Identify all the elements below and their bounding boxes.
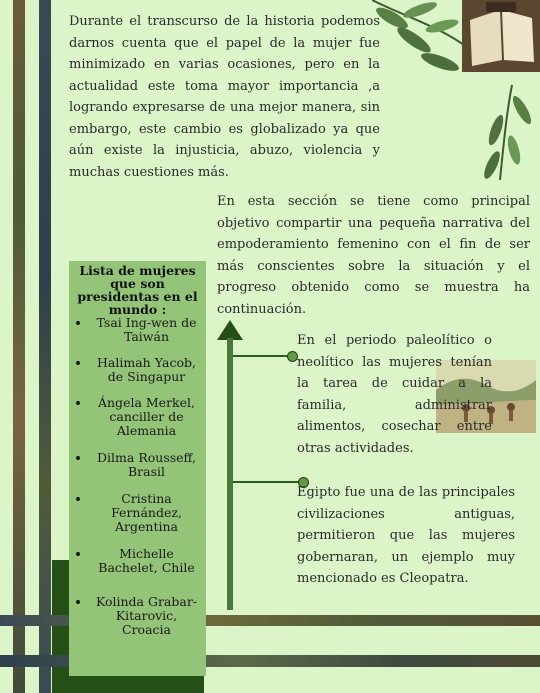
- list-item: • Michelle Bachelet, Chile: [91, 547, 206, 575]
- list-item: • Halimah Yacob, de Singapur: [91, 356, 206, 384]
- presidents-list: [69, 316, 206, 637]
- timeline-line: [227, 338, 233, 610]
- decorative-vertical-stripe: [13, 0, 25, 693]
- sidebar-title: Lista de mujeres que son presidentas en el mundo :: [77, 263, 198, 317]
- list-item: • Cristina Fernández, Argentina: [91, 492, 206, 534]
- section-paragraph: En esta sección se tiene como principal objetivo compartir una pequeña narrativa del empoderamiento femenino con el fin de ser más conscientes sobre la situación y el progreso obtenido como se muestra ha continuación.: [217, 194, 530, 317]
- intro-paragraph: Durante el transcurso de la historia podemos darnos cuenta que el papel de la mujer fue minimizado en varias ocasiones, pero en la actualidad este toma mayor importancia ,a logrando expresarse de una mejor manera, sin embargo, este cambio es globalizado ya que aún existe la injusticia, abuzo, violencia y muchas cuestiones más.: [69, 14, 380, 180]
- timeline-branch: [233, 355, 291, 357]
- list-item: • Tsai Ing-wen de Taiwán: [91, 316, 206, 344]
- list-item: • Ángela Merkel, canciller de Alemania: [91, 396, 206, 438]
- open-book-image: [462, 0, 540, 72]
- timeline-branch: [233, 481, 303, 483]
- presidents-sidebar: [69, 261, 206, 676]
- list-item: • Dilma Rousseff, Brasil: [91, 451, 206, 479]
- timeline-event-text: Egipto fue una de las principales civilizaciones antiguas, permitieron que las mujeres gobernaran, un ejemplo muy mencionado es Cleopatra.: [297, 485, 515, 586]
- list-item: • Kolinda Grabar-Kitarovic, Croacia: [91, 595, 206, 637]
- decorative-vertical-stripe: [39, 0, 51, 693]
- timeline-event-text: En el periodo paleolítico o neolítico las mujeres tenían la tarea de cuidar a la familia, administrar alimentos, cosechar entre otras actividades.: [297, 333, 492, 456]
- timeline-arrow-icon: [217, 320, 243, 340]
